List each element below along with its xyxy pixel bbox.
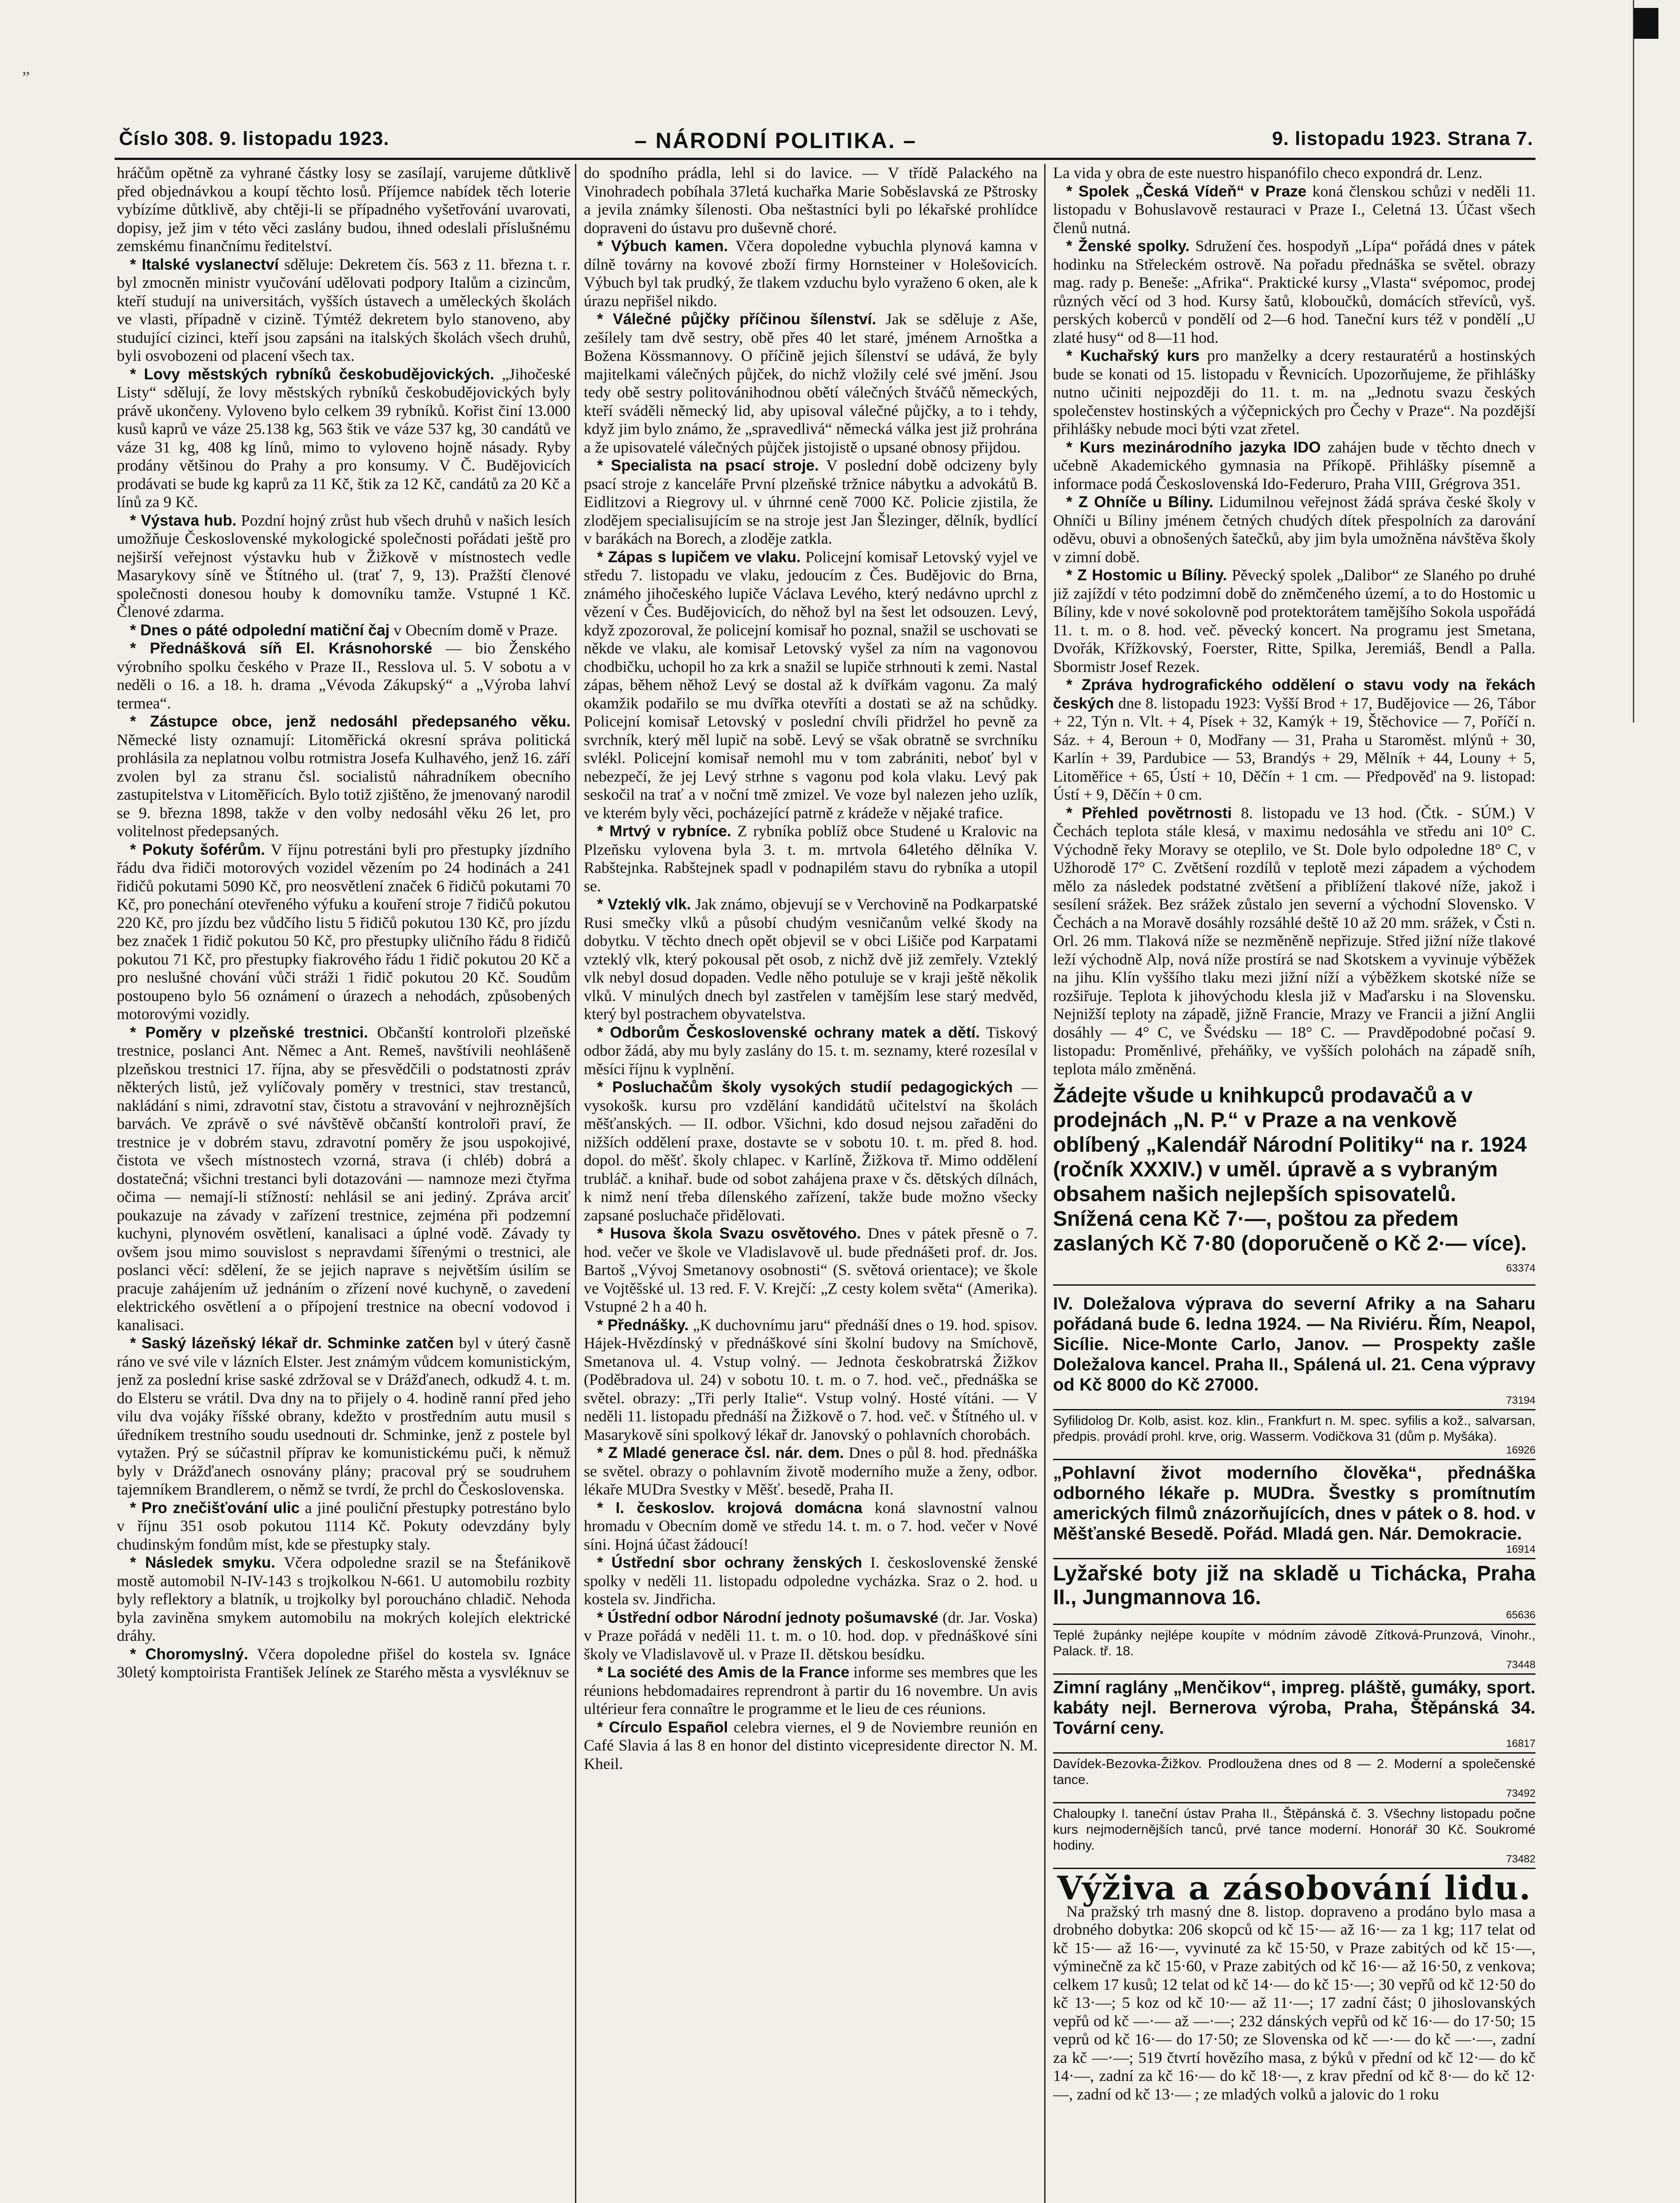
article-heading: * Spolek „Česká Vídeň“ v Praze xyxy=(1066,182,1307,200)
article-paragraph xyxy=(1053,493,1535,566)
article-heading: * Zápas s lupičem ve vlaku. xyxy=(597,548,801,566)
article-paragraph xyxy=(584,310,1038,456)
article-text: a jiné pouliční přestupky potrestáno bylo v říjnu 351 osob pokutou 1114 Kč. Pokuty odevzdány byly chudinským fondům míst, kde se přestupky staly. xyxy=(117,1498,571,1553)
article-text: pro manželky a dcery restauratérů a hostinských bude se konati od 15. listopadu v Řevnicích. Upozorňujeme, že přihlášky nutno učiniti nejpozději do 11. t. m. na „Jednotu svazu českých společenstev hostinských a výčepnických pro Čechy v Praze“. Na pozdější přihlášky nebude moci býti vzat zřetel. xyxy=(1053,347,1535,438)
article-paragraph xyxy=(1053,438,1535,493)
article-heading: * Círculo Español xyxy=(597,1718,728,1736)
article-heading: * Ústřední odbor Národní jednoty pošumavské xyxy=(597,1609,938,1626)
article-heading: * Válečné půjčky příčinou šílenství. xyxy=(597,311,876,328)
ad-number: 16817 xyxy=(1506,1738,1535,1750)
article-text: Pěvecký spolek „Dalibor“ ze Slaného po druhé již zajíždí v této podzimní době do zněmčeného území, a to do Hostomic u Bíliny, kde v nové sokolovně pod protektorátem tamějšího Sokola uspořádá 11. t. m. o 8. hod. več. pěvecký koncert. Na programu jest Smetana, Dvořák, Křížkovský, Foerster, Ritte, Spilka, Jeremiáš, Bendl a Palla. Sbormistr Josef Rezek. xyxy=(1053,566,1535,675)
article-heading: * Ústřední sbor ochrany ženských xyxy=(597,1554,862,1571)
article-text: — bio Ženského výrobního spolku českého v Praze II., Resslova ul. 5. V sobotu a v neděli o 16. a 18. h. drama „Vévoda Zákupský“ a „Výroba lahví termea“. xyxy=(117,639,571,712)
masthead-title: – NÁRODNÍ POLITIKA. – xyxy=(634,128,917,153)
classified-ad xyxy=(1053,1675,1535,1754)
food-report: Na pražský trh masný dne 8. listop. dopraveno a prodáno bylo masa a drobného dobytka: 206 skopců od kč 15·— až 16·— za 1 kg; 117 telat od kč 15·— až 16·—, vyvinuté za kč 15·50, v Praze zabitých od kč 15·—, výminečně za kč 15·60, v Praze zabitých od kč 16·— až 16·50, z venkova; celkem 17 kusů; 12 telat od kč 14·— do kč 15·—; 30 vepřů od kč 12·50 do kč 13·—; 5 koz od kč 10·— až 11·—; 17 zadní část; 0 jihoslovanských vepřů od kč —·— až —·—; 232 dánských vepřů od kč 16·— do 17·50; 15 veprů od kč 16·— do 17·50; ze Slovenska od kč —·— do kč —·—, zadní za kč —·—; 519 čtvrtí hovězího masa, z býků v přední od kč 12·— do kč 14·—, zadní za kč 16·— do kč 18·—, z krav přední od kč 8·— do kč 12·—, zadní od kč 13·— ; ze mladých volků a jalovic do 1 roku xyxy=(1053,1902,1535,2103)
article-text: celebra viernes, el 9 de Noviembre reunión en Café Slavia á las 8 en honor del distinto vicepresidente director N. M. Kheil. xyxy=(584,1718,1038,1773)
article-text: 8. listopadu ve 13 hod. (Čtk. - SÚM.) V Čechách teplota stále klesá, v maximu nedosáhla ve středu ani 10° C. Východně řeky Moravy se oteplilo, ve St. Dole bylo odpoledne 18° C, v Užhorodě 17° C. Zvětšení rozdílů v teplotě mezi západem a východem mělo za následek podstatné zvětšení a přiblížení tlakové níže, jakož i sesílení srážek. Bez srážek zůstalo jen severní a východní Slovensko. V Čechách a na Moravě dosáhly rozsáhlé deště 10 až 20 mm. srážek, v Čsti n. Orl. 26 mm. Tlaková níže se nezměněně nepřizuje. Střed jižní níže tlakové leží východně Alp, nová níže prostírá se nad Skotskem a vyvinuje výběžek na jihu. Klín vyššího tlaku mezi jižní níží a výběžkem skotské níže se rozšiřuje. Teplota k jihovýchodu klesla již v Maďarsku i na Slovensku. Nejnižší teploty na západě, jižně Francie, Mrazy ve Francii a jižní Anglii dosáhly — 4° C, ve Švédsku — 18° C. — Pravděpodobné počasí 9. listopadu: Proměnlivé, přeháňky, ve vyšších polohách na západě sníh, teplota málo změněná. xyxy=(1053,804,1535,1078)
ad-text: Chaloupky I. taneční ústav Praha II., Štěpánská č. 3. Všechny listopadu počne kurs nejmodernějších tanců, prvé tance moderní. Honorář 30 Kč. Soukromé hodiny. xyxy=(1053,1806,1535,1853)
article-paragraph xyxy=(584,1444,1038,1499)
article-heading: * I. českoslov. krojová domácna xyxy=(597,1499,863,1517)
ad-text: Zimní raglány „Menčikov“, impreg. pláště, gumáky, sport. kabáty nejl. Bernerova výroba, Praha, Štěpánská 34. Tovární ceny. xyxy=(1053,1678,1535,1738)
column-3 xyxy=(1053,164,1535,2203)
ad-text: IV. Doležalova výprava do severní Afriky a na Saharu pořádaná bude 6. ledna 1924. — Na Riviéru. Řím, Neapol, Sicílie. Nice-Monte Carlo, Janov. — Prospekty zašle Doležalova kancel. Praha II., Spálená ul. 21. Cena výpravy od Kč 8000 do Kč 27000. xyxy=(1053,1294,1535,1394)
article-paragraph xyxy=(1053,164,1535,182)
ad-number: 16926 xyxy=(1506,1444,1535,1456)
article-heading: * Z Hostomic u Bíliny. xyxy=(1066,567,1227,584)
article-paragraph xyxy=(1053,566,1535,676)
article-heading: * Výstava hub. xyxy=(130,512,237,529)
article-paragraph xyxy=(1053,182,1535,237)
article-text: Včera dopoledne vybuchla plynová kamna v dílně továrny na kovové zboží firmy Hornsteiner v Holešovicích. Výbuch byl tak prudký, že tlakem vzduchu bylo vyraženo 6 oken, ale k úrazu nepřišel nikdo. xyxy=(584,237,1038,310)
article-text: zahájen bude v těchto dnech v učebně Akademického gymnasia na Příkopě. Přihlášky písemně a informace podá Československá Ido-Federuro, Praha VIII, Grégrova 351. xyxy=(1053,438,1535,493)
article-paragraph xyxy=(584,164,1038,237)
ad-number: 65636 xyxy=(1506,1609,1535,1621)
article-text: informe ses membres que les réunions hebdomadaires reprendront à partir du 16 novembre. Un avis ultérieur fera connaître le programme et le lieu de ces réunions. xyxy=(584,1663,1038,1717)
article-heading: * Z Mladé generace čsl. nár. dem. xyxy=(597,1444,844,1461)
article-paragraph xyxy=(1053,347,1535,438)
ad-number: 16914 xyxy=(1506,1543,1535,1555)
article-heading: * Husova škola Svazu osvětového. xyxy=(597,1225,861,1242)
article-text: — vysokošk. kursu pro vzdělání kandidátů učitelství na školách měšťanských. — II. odbor. Všichni, kdo dosud nejsou zařaděni do nižších oddělení praxe, dostavte se v sobotu 10. t. m. před 8. hod. dopol. do měšť. školy chlapec. v Karlíně, Žižkova tř. Mimo oddělení trubláč. a knihař. bude od sobot zahájena praxe v čs. dětských dílnách, k nimž není třeba dílenského zařízení, takže bude možno všecky zapsané posluchače přidělovati. xyxy=(584,1078,1038,1224)
article-paragraph xyxy=(1053,676,1535,804)
classified-ad xyxy=(1053,1460,1535,1559)
article-heading: * La société des Amis de la France xyxy=(597,1664,849,1681)
article-heading: * Zástupce obce, jenž nedosáhl předepsaného věku. xyxy=(130,713,571,730)
article-paragraph xyxy=(584,456,1038,548)
article-text: koná členskou schůzi v neděli 11. listopadu v Bohuslavově restauraci v Praze I., Celetná 13. Účast všech členů nutná. xyxy=(1053,182,1535,237)
article-paragraph xyxy=(117,1334,571,1499)
column-3-articles xyxy=(1053,164,1535,1078)
article-paragraph xyxy=(1053,804,1535,1079)
page-edge-line xyxy=(1633,0,1634,723)
article-text: „K duchovnímu jaru“ přednáší dnes o 19. hod. spisov. Hájek-Hvězdínský v přednáškové síni školní budovy na Smíchově, Smetanova ul. 4. Vstup volný. — Jednota českobratrská Žižkov (Poděbradova ul. 24) v sobotu 10. t. m. o 7. hod. več., přednáška se světel. obrazy: „Tři perly Italie“. Vstup volný. Hosté vítáni. — V neděli 11. listopadu přednáší na Žižkově o 7. hod. več. v Štítného ul. v Masarykově síni spolkový lékař dr. Janovský o pohlavních chorobách. xyxy=(584,1316,1038,1443)
article-paragraph xyxy=(117,1554,571,1645)
column-divider xyxy=(1044,164,1046,2203)
article-paragraph xyxy=(117,1024,571,1335)
article-paragraph xyxy=(117,256,571,365)
article-text: Z rybníka poblíž obce Studené u Kralovic na Plzeňsku vylovena byla 3. t. m. mrtvola 64letého dělníka V. Rabštejnka. Rabštejnek spadl v podnapilém stavu do rybníka a utopil se. xyxy=(584,822,1038,895)
article-text: Jak se sděluje z Aše, zešílely tam dvě sestry, obě přes 40 let staré, jménem Arnoštka a Božena Kössmannovy. O příčině jejich šílenství se udává, že byly majitelkami válečných půjček, do nichž vložily celé své jmění. Jsou tedy obě sestry politovánihodnou obětí válečných štváčů německých, kteří sváděli německý lid, aby upisoval válečné půjčky, a to i tehdy, když jim bylo známo, že „spravedlivá“ německá válka jest již prohrána a že upisovatelé válečných půjček jistojistě o upsané obnosy přijdou. xyxy=(584,310,1038,456)
header-date-page: 9. listopadu 1923. Strana 7. xyxy=(1272,128,1533,149)
article-paragraph xyxy=(117,164,571,256)
article-text: sděluje: Dekretem čís. 563 z 11. března t. r. byl zmocněn ministr vyučování udělovati podpory Italům a cizincům, kteří studují na universitách, vyšších ústavech a uměleckých školách ve vlasti, případně v cizině. Týmtéž dekretem bylo stanoveno, aby studující cizinci, kteří jsou zapsáni na italských školách všech druhů, byli osvobozeni od placení všech tax. xyxy=(117,255,571,364)
article-text: Dnes v pátek přesně o 7. hod. večer ve škole ve Vladislavově ul. bude přednášeti prof. dr. Jos. Bartoš „Vývoj Smetanovy osobnosti“ (S. světová orientace); ve škole ve Vojtěšské ul. 13 red. F. V. Krejčí: „Z cesty kolem světa“ (Amerika). Vstupné 2 h a 40 h. xyxy=(584,1224,1038,1315)
article-paragraph xyxy=(117,512,571,621)
article-heading: * Pro znečišťování ulic xyxy=(130,1499,300,1517)
article-paragraph xyxy=(117,365,571,512)
article-paragraph xyxy=(584,237,1038,310)
classified-ad xyxy=(1053,1625,1535,1675)
article-text: V poslední době odcizeny byly psací stroje z kanceláře První plzeňské tržnice nábytku a advokátů B. Eidlitzovi a Riegrovy ul. v úhrnné ceně 7000 Kč. Policie zjistila, že zlodějem specialisujícím se na stroje jest Jan Šlezinger, dělník, bydlící v barákách na Borech, a zloděje zatkla. xyxy=(584,456,1038,547)
article-heading: * Přednášková síň El. Krásnohorské xyxy=(130,640,432,657)
article-heading: * Pokuty šoférům. xyxy=(130,841,265,858)
article-heading: * Kurs mezinárodního jazyka IDO xyxy=(1066,438,1321,456)
article-text: byl v úterý časně ráno ve své vile v lázních Elster. Jest známým vůdcem komunistickým, jenž za poslední krise saské zdržoval se v Drážďanech, odkudž 4. t. m. do Elsteru se vrátil. Dva dny na to přijely o 4. hodině ranní před jeho vilu dva vojáky říšské obrany, kdežto v prostředním autu musil s úředníkem trestního soudu usednouti dr. Schminke, jenž z postele byl vytažen. Prý se súčastnil příprav ke komunistickému puči, k němuž byly v Drážďanech osnovány plány; pracoval prý se soudruhem tajemníkem Brandlerem, o němž se tvrdí, že prchl do Československa. xyxy=(117,1334,571,1498)
article-heading: * Výbuch kamen. xyxy=(597,237,728,255)
article-text: Dnes o půl 8. hod. přednáška se světel. obrazy o pohlavním životě moderního muže a ženy, odbor. lékaře MUDra Svestky v Měšť. besedě, Praha II. xyxy=(584,1444,1038,1498)
article-heading: * Posluchačům školy vysokých studií pedagogických xyxy=(597,1079,1013,1096)
article-paragraph xyxy=(584,1718,1038,1773)
article-paragraph xyxy=(584,1499,1038,1554)
article-heading: * Vzteklý vlk. xyxy=(597,896,691,913)
article-paragraph xyxy=(117,1645,571,1682)
article-heading: * Zpráva hydrografického oddělení o stavu vody na řekách českých xyxy=(1053,676,1535,712)
article-text: Tiskový odbor žádá, aby mu byly zaslány do 15. t. m. seznamy, které rozesílal v měsíci říjnu k vyplnění. xyxy=(584,1023,1038,1078)
article-text: Občanští kontroloři plzeňské trestnice, poslanci Ant. Němec a Ant. Remeš, navštívili neohlášeně plzeňskou trestnici 17. října, aby se přesvědčili o podstatnosti zpráv některých listů, jež vylíčovaly poměry v trestnici, stav trestanců, nakládání s nimi, zdravotní stav, čistotu a stravování v nejhroznějších barvách. Ve zprávě o své návštěvě občanští kontroloři praví, že trestnice je v dobrém stavu, zdravotní poměry že jsou uspokojivé, čistota ve všech místnostech vzorná, strava (i chléb) dobrá a dostatečná; všichni trestanci byli dotazováni — namnoze mezi čtyřma očima — nemají-li stížností: nehlásil se ani jediný. Zpráva arciť poukazuje na závady v zařízení trestnice, zejména při podzemní kuchyni, plynovém osvětlení, kanalisaci a úplné vodě. Závady ty ovšem jsou mimo souvislost s nepravdami šířenými o trestnici, ale poslanci věcí: sdělení, že se jejich naprave s největším úsilím se pracuje zahájením už jednáním o zřízení nové kuchyně, o zavedení elektrického osvětlení a o přípojení trestnice na obecní vodovod i kanalisaci. xyxy=(117,1023,571,1334)
article-heading: * Italské vyslanectví xyxy=(130,256,279,273)
ad-text: Teplé župánky nejlépe koupíte v módním závodě Zítková-Prunzová, Vinohr., Palack. tř. 18. xyxy=(1053,1628,1535,1658)
promo-number: 63374 xyxy=(1506,1262,1535,1274)
article-text: La vida y obra de este nuestro hispanófilo checo expondrá dr. Lenz. xyxy=(1053,164,1483,182)
column-1 xyxy=(117,164,571,2203)
article-heading: * Přehled povětrnosti xyxy=(1066,804,1232,822)
article-text: Německé listy oznamují: Litoměřická okresní správa politická prohlásila za neplatnou volbu rotmistra Josefa Kulhavého, jenž 16. září zvolen byl za stranu čsl. socialistů náhradníkem obecního zastupitelstva v Litoměřicích. Bylo totiž zjištěno, že jmenovaný narodil se 9. března 1898, takže v den volby nedosáhl věku 26 let, pro volitelnost předepsaných. xyxy=(117,731,571,840)
article-paragraph xyxy=(584,1554,1038,1609)
article-text: do spodního prádla, lehl si do lavice. — V třídě Palackého na Vinohradech pobíhala 37letá kuchařka Marie Soběslavská ze Pštrosky a jevila známky šílenosti. Oba neštastníci byli po lékařské prohlídce dopraveni do ústavu pro duševně choré. xyxy=(584,164,1038,237)
promo-text: Žádejte všude u knihkupců prodavačů a v prodejnách „N. P.“ v Praze a na venkově oblíbený „Kalendář Národní Politiky“ na r. 1924 (ročník XXXIV.) v uměl. úpravě a s vybraným obsahem našich nejlepších spisovatelů. Snížená cena Kč 7·—, poštou za předem zaslaných Kč 7·80 (doporučeně o Kč 2·— více). xyxy=(1053,1084,1527,1255)
article-paragraph xyxy=(584,1609,1038,1664)
classified-ad xyxy=(1053,1754,1535,1803)
article-text: (dr. Jar. Voska) v Praze pořádá v neděli 11. t. m. o 10. hod. dop. v přednáškové síni školy ve Vladislavově ul. v Praze II. dětskou besídku. xyxy=(584,1608,1038,1663)
article-paragraph xyxy=(584,1663,1038,1718)
margin-mark: „ xyxy=(22,58,30,78)
classified-ad xyxy=(1053,1803,1535,1869)
article-paragraph xyxy=(584,822,1038,895)
article-heading: * Specialista na psací stroje. xyxy=(597,457,819,474)
classified-ad xyxy=(1053,1410,1535,1460)
article-paragraph xyxy=(584,1224,1038,1316)
article-text: „Jihočeské Listy“ sdělují, že lovy městských rybníků českobudějovických byly právě ukončeny. Vyloveno bylo celkem 39 rybníků. Kořist činí 13.000 kusů kaprů ve váze 25.138 kg, 563 štik ve váze 537 kg, 30 candátů ve váze 31 kg, 408 kg línů, mimo to vyloveno hojně násady. Ryby prodány většinou do Prahy a pro konsumy. V Č. Budějovicích prodávati se bude kg kaprů za 11 Kč, štik za 12 Kč, candátů za 20 Kč a línů za 9 Kč. xyxy=(117,365,571,511)
article-paragraph xyxy=(117,712,571,841)
ad-number: 73482 xyxy=(1506,1853,1535,1865)
article-text: Včera odpoledne srazil se na Štefánikově mostě automobil N-IV-143 s trojkolkou N-661. U automobilu rozbity byly reflektory a blatník, u trojkolky byl poroucháno chladič. Nehoda byla zaviněna smykem automobilu na mokrých kolejích elektrické dráhy. xyxy=(117,1554,571,1644)
classified-ad xyxy=(1053,1291,1535,1410)
classified-ad xyxy=(1053,1559,1535,1625)
section-title: Výživa a zásobování lidu. xyxy=(1057,1869,1532,1907)
article-paragraph xyxy=(117,841,571,1024)
article-text: Sdružení čes. hospodyň „Lípa“ pořádá dnes v pátek hodinku na Střeleckém ostrově. Na pořadu přednáška se světel. obrazy mag. rady p. Beneše: „Afrika“. Praktické kursy „Vlasta“ svépomoc, prodej různých věcí od 3 hod. Kursy šatů, kloboučků, domácích střevíců, vyš. perských koberců v pondělí od 2—6 hod. Taneční kurs též v pondělí „U zlaté husy“ od 8—11 hod. xyxy=(1053,237,1535,346)
article-text: Policejní komisař Letovský vyjel ve středu 7. listopadu ve vlaku, jedoucím z Čes. Budějovic do Brna, známého jihočeského lupiče Václava Levého, který nedávno uprchl z vězení v Čes. Budějovicích, do něhož byl na šest let odsouzen. Levý, když zpozoroval, že policejní komisař ho poznal, snažil se uschovati se někde ve vlaku, ale komisař Letovský vyšel za ním na vagonovou chodbičku, uchopil ho za krk a snažil se lupiče strhnouti k zemi. Nastal zápas, během něhož Levý se dostal až k dvířkám vagonu. Za malý okamžik podařilo se mu dvířka otevříti a dostati se až na schůdky. Policejní komisař Letovský v poslední chvíli přidržel ho pevně za svrchník, který měl lupič na sobě. Levý se však obratně se svrchníku svlékl. Policejní komisař nemohl mu v tom zabrániti, neboť byl v nebezpečí, že jej Levý strhne s vagonu pod kola vlaku. Levý pak seskočil na trať a v noční tmě zmizel. Ve voze byl nalezen jeho uzlík, ve kterém byly věci, pocházející patrně z krádeže v nějaké trafice. xyxy=(584,548,1038,822)
ad-text: Lyžařské boty již na skladě u Tichácka, Praha II., Jungmannova 16. xyxy=(1053,1562,1535,1609)
column-2 xyxy=(584,164,1038,2203)
article-text: v Obecním domě v Praze. xyxy=(393,621,558,639)
article-heading: * Kuchařský kurs xyxy=(1066,347,1200,364)
article-heading: * Mrtvý v rybníce. xyxy=(597,823,731,840)
article-text: Jak známo, objevují se v Verchovině na Podkarpatské Rusi smečky vlků a působí chudým vesničanům velké škody na dobytku. V těchto dnech opět objevil se v obci Lišiče pod Karpatami vzteklý vlk, který pokousal pět osob, z nichž dvě již zemřely. Vzteklý vlk nebyl dosud dopaden. Vedle něho potuluje se v kraji ještě několik vlků. V minulých dnech byl zastřelen v tamějším lese starý medvěd, který byl postrachem obyvatelstva. xyxy=(584,895,1038,1023)
article-heading: * Následek smyku. xyxy=(130,1554,275,1571)
header-issue: Číslo 308. 9. listopadu 1923. xyxy=(119,128,389,149)
article-text: I. československé ženské spolky v neděli 11. listopadu odpoledne vycházka. Sraz o 2. hod. u kostela sv. Jindřicha. xyxy=(584,1554,1038,1608)
article-heading: * Ženské spolky. xyxy=(1066,237,1190,255)
article-paragraph xyxy=(584,1316,1038,1444)
article-heading: * Poměry v plzeňské trestnici. xyxy=(130,1024,368,1041)
article-text: dne 8. listopadu 1923: Vyšší Brod + 17, Budějovice — 26, Tábor + 22, Týn n. Vlt. + 4, Písek + 32, Kamýk + 19, Štěchovice — 7, Poříčí n. Sáz. + 4, Beroun + 0, Modřany — 31, Praha u Staroměst. mlýnů + 30, Karlín + 39, Pardubice — 53, Brandýs + 29, Mělník + 44, Louny + 5, Litoměřice + 65, Ústí + 10, Děčín + 1 cm. — Předpověď na 9. listopad: Ústí + 9, Děčín + 0 cm. xyxy=(1053,694,1535,803)
article-heading: * Dnes o páté odpolední matiční čaj xyxy=(130,621,390,639)
article-heading: * Saský lázeňský lékař dr. Schminke zatčen xyxy=(130,1335,454,1352)
ad-number: 73448 xyxy=(1506,1659,1535,1671)
column-divider xyxy=(575,164,576,2203)
ad-number: 73194 xyxy=(1506,1394,1535,1406)
ad-number: 73492 xyxy=(1506,1788,1535,1799)
article-paragraph xyxy=(117,639,571,712)
article-text: Včera dopoledne přišel do kostela sv. Ignáce 30letý komptoirista František Jelínek ze Starého města a vysvléknuv se xyxy=(117,1645,571,1681)
article-paragraph xyxy=(117,1499,571,1554)
article-heading: * Přednášky. xyxy=(597,1316,689,1334)
article-paragraph xyxy=(117,621,571,640)
article-text: Pozdní hojný zrůst hub všech druhů v našich lesích umožňuje Československé mykologické společnosti pořádati ještě pro nejširší veřejnost výstavku hub v Žižkově v místnostech vedle Masarykovy síně ve Štítného ul. (trať 7, 9, 13). Pražští členové společnosti donesou houby k domovníku tamže. Vstupné 1 Kč. Členové zdarma. xyxy=(117,511,571,620)
ad-text: „Pohlavní život moderního člověka“, přednáška odborného lékaře p. MUDra. Švestky s promítnutím amerických filmů znázorňujících, dnes v pátek o 8. hod. v Měšťanské Besedě. Pořád. Mladá gen. Nár. Demokracie. xyxy=(1053,1463,1535,1543)
article-paragraph xyxy=(584,1078,1038,1224)
article-text: hráčům opětně za vyhrané částky losy se zasílají, varujeme důtklivě před objednávkou a koupí těchto losů. Příjemce nabídek těch loterie vybízíme důtklivě, aby chtěji-li se případného vyšetřování uvarovati, dopisy, jež jim v této věci zaslány budou, ihned odeslali příslušnému zemskému finančnímu ředitelství. xyxy=(117,164,571,255)
article-heading: * Lovy městských rybníků českobudějovických. xyxy=(130,365,494,383)
article-text: V říjnu potrestáni byli pro přestupky jízdního řádu dva řidiči motorových vozidel vězením po 24 hodinách a 241 řidičů pokutami 5090 Kč, pro neosvětlení značek 6 řidičů pokutami 70 Kč, pro ponechání otevřeného výfuku a kouření stroje 7 řidičů pokutou 220 Kč, pro jízdu bez vůdčího listu 5 řidičů pokutou 130 Kč, pro jízdu bez značek 1 řidič pokutou 50 Kč, pro přestupky uličního řádu 8 řidičů pokutou 71 Kč, pro přestupky fiakrového řádu 1 řidič pokutou 20 Kč a pro neslušné chování vůči stráži 1 řidič pokutou 20 Kč. Soudům postoupeno bylo 56 oznámení o úrazech a nehodách, způsobených motorovými vozidly. xyxy=(117,840,571,1023)
article-paragraph xyxy=(584,548,1038,823)
article-paragraph xyxy=(584,895,1038,1024)
article-paragraph xyxy=(584,1024,1038,1079)
classified-ads xyxy=(1053,1291,1535,1869)
article-heading: * Choromyslný. xyxy=(130,1645,248,1663)
article-heading: * Odborům Československé ochrany matek a dětí. xyxy=(597,1024,980,1041)
page-header xyxy=(119,128,1533,154)
article-paragraph xyxy=(1053,237,1535,347)
article-text: Lidumilnou veřejnost žádá správa české školy v Ohníči u Bíliny jménem četných chudých dítek přespolních za darování oděvu, obuvi a obnošených šatečků, aby jim byla umožněna návštěva školy v zimní době. xyxy=(1053,493,1535,566)
ad-text: Syfilidolog Dr. Kolb, asist. koz. klin., Frankfurt n. M. spec. syfilis a kož., salvarsan, předpis. provádí prohl. krve, orig. Wasserm. Vodičkova 31 (dům p. Myšáka). xyxy=(1053,1413,1535,1444)
corner-tab xyxy=(1634,8,1658,39)
article-heading: * Z Ohníče u Bíliny. xyxy=(1066,493,1213,511)
header-rule xyxy=(115,158,1535,160)
article-text: koná slavnostní valnou hromadu v Obecním domě ve středu 14. t. m. o 7. hod. večer v Nové síni. Hojná účast žádoucí! xyxy=(584,1498,1038,1553)
ad-text: Davídek-Bezovka-Žižkov. Prodloužena dnes od 8 — 2. Moderní a společenské tance. xyxy=(1053,1757,1535,1787)
calendar-promo xyxy=(1053,1083,1535,1286)
